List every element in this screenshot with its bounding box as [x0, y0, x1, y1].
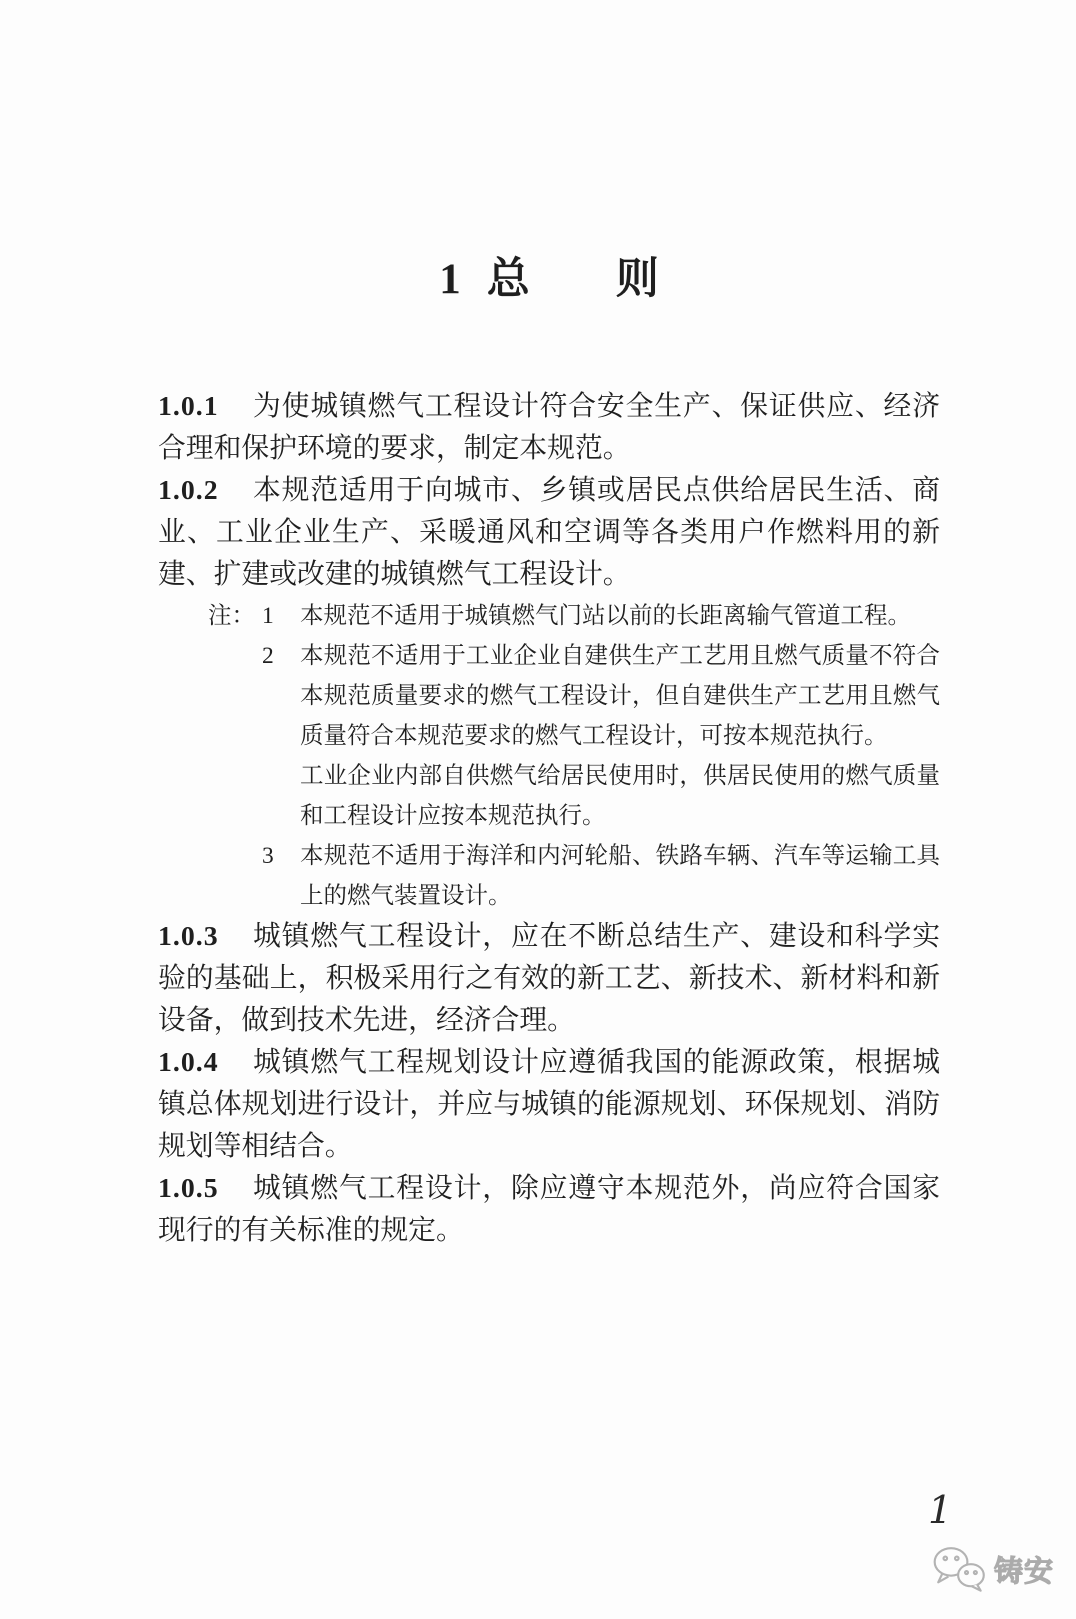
note-text: 本规范不适用于工业企业自建供生产工艺用且燃气质量不符合	[300, 643, 940, 669]
wechat-icon	[930, 1546, 988, 1592]
note-line	[158, 636, 940, 676]
note-line	[158, 716, 940, 756]
note-text: 和工程设计应按本规范执行。	[300, 803, 606, 829]
watermark-text: 铸安	[994, 1555, 1055, 1588]
section-line: 现行的有关标准的规定。	[158, 1215, 464, 1246]
chapter-title	[158, 250, 940, 310]
section-line: 城镇燃气工程设计，除应遵守本规范外，尚应符合国家	[253, 1173, 940, 1204]
note-text: 本规范不适用于城镇燃气门站以前的长距离输气管道工程。	[300, 603, 911, 629]
note-text: 质量符合本规范要求的燃气工程设计，可按本规范执行。	[300, 723, 888, 749]
note-line	[158, 876, 940, 916]
note-line	[158, 796, 940, 836]
notes-block	[158, 596, 940, 916]
note-text: 本规范质量要求的燃气工程设计，但自建供生产工艺用且燃气	[300, 683, 940, 709]
section-line: 本规范适用于向城市、乡镇或居民点供给居民生活、商	[253, 475, 940, 506]
note-text: 上的燃气装置设计。	[300, 883, 512, 909]
note-label: 注：	[208, 603, 255, 629]
chapter-title-char-1: 总	[486, 256, 530, 303]
section-1-0-3	[158, 916, 940, 1042]
section-line: 建、扩建或改建的城镇燃气工程设计。	[158, 559, 631, 590]
note-line	[158, 756, 940, 796]
note-item-number: 2	[262, 643, 274, 669]
page-number: 1	[928, 1488, 953, 1532]
note-line	[158, 836, 940, 876]
section-line: 为使城镇燃气工程设计符合安全生产、保证供应、经济	[253, 391, 940, 422]
note-text: 工业企业内部自供燃气给居民使用时，供居民使用的燃气质量	[300, 763, 940, 789]
chapter-number: 1	[439, 256, 461, 303]
note-line	[158, 676, 940, 716]
section-number: 1.0.3	[158, 921, 219, 952]
section-1-0-4	[158, 1042, 940, 1168]
section-1-0-1	[158, 386, 940, 470]
section-line: 业、工业企业生产、采暖通风和空调等各类用户作燃料用的新	[158, 517, 940, 548]
section-line: 规划等相结合。	[158, 1131, 353, 1162]
section-line: 城镇燃气工程设计，应在不断总结生产、建设和科学实	[253, 921, 940, 952]
section-line: 设备，做到技术先进，经济合理。	[158, 1005, 575, 1036]
section-line: 城镇燃气工程规划设计应遵循我国的能源政策，根据城	[253, 1047, 940, 1078]
section-1-0-5	[158, 1168, 940, 1252]
section-number: 1.0.5	[158, 1173, 219, 1204]
chapter-title-char-2: 则	[615, 256, 659, 303]
note-text: 本规范不适用于海洋和内河轮船、铁路车辆、汽车等运输工具	[300, 843, 940, 869]
page-content	[158, 250, 940, 1252]
section-line: 镇总体规划进行设计，并应与城镇的能源规划、环保规划、消防	[158, 1089, 940, 1120]
section-number: 1.0.1	[158, 391, 219, 422]
section-1-0-2	[158, 470, 940, 596]
section-number: 1.0.4	[158, 1047, 219, 1078]
note-item-number: 3	[262, 843, 274, 869]
watermark	[930, 1546, 1054, 1592]
section-number: 1.0.2	[158, 475, 219, 506]
note-item-number: 1	[262, 603, 274, 629]
body-text	[158, 386, 940, 1252]
section-line: 合理和保护环境的要求，制定本规范。	[158, 433, 631, 464]
note-line	[158, 596, 940, 636]
section-line: 验的基础上，积极采用行之有效的新工艺、新技术、新材料和新	[158, 963, 940, 994]
